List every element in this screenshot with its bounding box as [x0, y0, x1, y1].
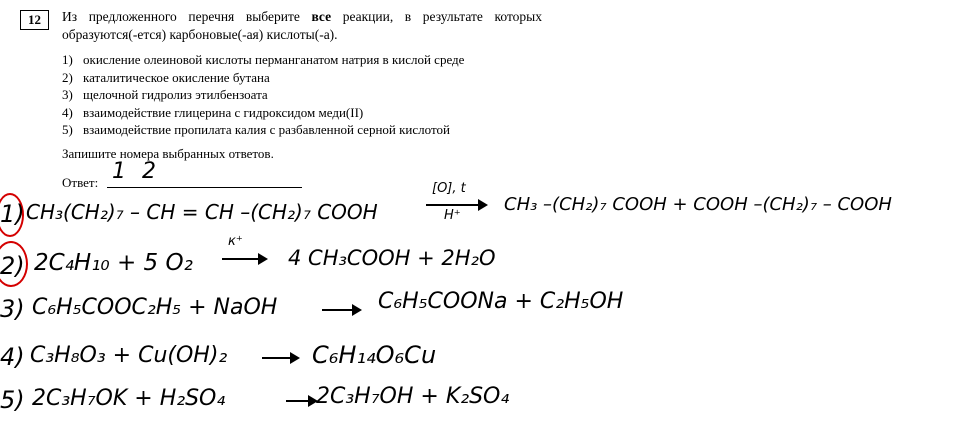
equation-right: CH₃ –(CH₂)₇ COOH + COOH –(CH₂)₇ – COOH — [504, 194, 892, 215]
reaction-condition-top: [O], t — [432, 181, 466, 196]
option-item — [62, 86, 464, 104]
equation-left: 2C₃H₇OK + H₂SO₄ — [32, 386, 226, 411]
equation-left: 2C₄H₁₀ + 5 O₂ — [34, 250, 193, 276]
equation-line-2 — [0, 236, 954, 280]
question-part2: реакции, в результате которых образуются(-ется) карбоновые(-ая) кислоты(-а). — [62, 9, 542, 42]
option-number: 3) — [62, 87, 73, 103]
equation-left: CH₃(CH₂)₇ – CH = CH –(CH₂)₇ COOH — [26, 200, 378, 224]
reaction-arrow — [262, 357, 298, 359]
option-number: 1) — [62, 52, 73, 67]
line-marker: 2) — [0, 252, 25, 280]
equation-right: 4 CH₃COOH + 2H₂O — [288, 246, 496, 270]
option-item — [62, 51, 464, 69]
reaction-arrow — [426, 204, 486, 206]
option-text: взаимодействие глицерина с гидроксидом меди(II) — [83, 104, 364, 120]
answer-label: Ответ: — [62, 175, 99, 190]
question-text — [62, 8, 542, 44]
option-item — [62, 69, 464, 87]
reaction-condition-top: к⁺ — [228, 234, 243, 249]
line-marker: 3) — [0, 295, 25, 323]
reaction-condition-bottom: H⁺ — [444, 208, 461, 223]
reaction-arrow — [222, 258, 266, 260]
option-number: 5) — [62, 122, 73, 138]
option-number: 4) — [62, 104, 73, 120]
option-item — [62, 121, 464, 139]
line-marker: 4) — [0, 343, 25, 371]
question-part1: Из предложенного перечня выберите — [62, 9, 312, 24]
reaction-arrow — [286, 400, 316, 402]
line-marker: 5) — [0, 386, 25, 414]
option-text: окисление олеиновой кислоты перманганатом натрия в кислой среде — [83, 52, 465, 67]
equation-right: C₆H₅COONa + C₂H₅OH — [378, 289, 624, 314]
reaction-arrow — [322, 309, 360, 311]
options-list — [62, 51, 464, 139]
equation-line-3 — [0, 285, 954, 329]
instruction-text: Запишите номера выбранных ответов. — [62, 146, 274, 161]
option-text: взаимодействие пропилата калия с разбавленной серной кислотой — [83, 122, 450, 138]
equation-left: C₃H₈O₃ + Cu(OH)₂ — [30, 343, 228, 368]
option-text: каталитическое окисление бутана — [83, 69, 270, 85]
line-marker: 1) — [0, 200, 25, 228]
option-item — [62, 104, 464, 122]
answer-value: 12 — [112, 159, 172, 184]
equation-line-4 — [0, 335, 954, 379]
equation-right: C₆H₁₄O₆Cu — [312, 341, 437, 369]
task-number: 12 — [20, 10, 49, 30]
equation-line-5 — [0, 380, 954, 424]
option-number: 2) — [62, 69, 73, 85]
option-text: щелочной гидролиз этилбензоата — [83, 87, 268, 103]
equation-right: 2C₃H₇OH + K₂SO₄ — [316, 384, 510, 409]
question-emphasis: все — [311, 9, 332, 24]
equation-left: C₆H₅COOC₂H₅ + NaOH — [32, 295, 278, 320]
